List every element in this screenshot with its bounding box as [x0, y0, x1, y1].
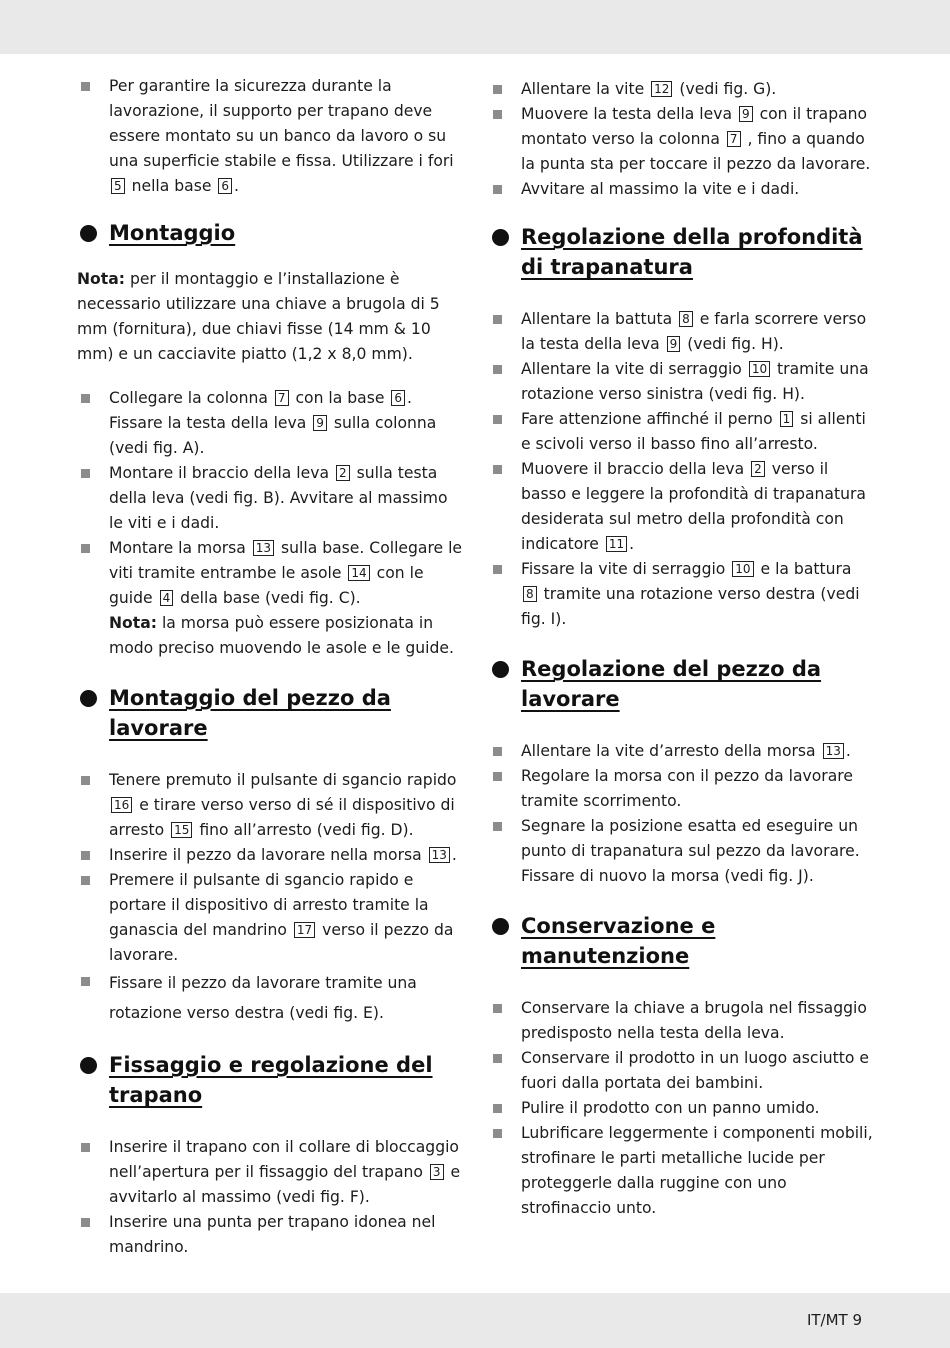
profondita-list [489, 307, 874, 632]
list-item: Allentare la vite 12 (vedi fig. G). [489, 77, 874, 102]
square-bullet-icon [81, 394, 90, 403]
square-bullet-icon [81, 977, 90, 986]
square-bullet-icon [81, 82, 90, 91]
square-bullet-icon [493, 85, 502, 94]
heading-text: manutenzione [521, 944, 690, 968]
square-bullet-icon [493, 1004, 502, 1013]
heading-text: trapano [109, 1083, 203, 1107]
ref-number-box: 17 [294, 922, 315, 938]
heading-text: Regolazione del pezzo da [521, 657, 822, 681]
note-text: la morsa può essere posizionata in modo preciso muovendo le asole e le guide. [109, 614, 454, 657]
list-item: Premere il pulsante di sgancio rapido e portare il dispositivo di arresto tramite la ganascia del mandrino 17 verso il pezzo da lavorare. [77, 868, 463, 968]
conservazione-list [489, 996, 874, 1221]
list-item: Conservare la chiave a brugola nel fissaggio predisposto nella testa della leva. [489, 996, 874, 1046]
square-bullet-icon [493, 565, 502, 574]
section-heading-fissaggio [77, 1050, 463, 1110]
ref-number-box: 9 [313, 415, 327, 431]
square-bullet-icon [493, 772, 502, 781]
section-heading-profondita [489, 222, 874, 282]
ref-number-box: 13 [253, 540, 274, 556]
list-item: Tenere premuto il pulsante di sgancio rapido 16 e tirare verso verso di sé il dispositivo di arresto 15 fino all’arresto (vedi fig. D). [77, 768, 463, 843]
footer-bar [0, 1293, 950, 1348]
ref-number-box: 13 [429, 847, 450, 863]
left-column [77, 74, 463, 1260]
ref-number-box: 6 [391, 390, 405, 406]
heading-text: Fissaggio e regolazione del [109, 1053, 433, 1077]
square-bullet-icon [493, 1129, 502, 1138]
list-item: Segnare la posizione esatta ed eseguire un punto di trapanatura sul pezzo da lavorare. Fissare di nuovo la morsa (vedi fig. J). [489, 814, 874, 889]
note-label: Nota: [77, 270, 125, 288]
bullet-dot-icon [80, 690, 97, 707]
square-bullet-icon [493, 415, 502, 424]
square-bullet-icon [81, 544, 90, 553]
ref-number-box: 13 [823, 743, 844, 759]
list-item: Montare il braccio della leva 2 sulla testa della leva (vedi fig. B). Avvitare al massimo le viti e i dadi. [77, 461, 463, 536]
heading-text: Regolazione della profondità [521, 225, 863, 249]
ref-number-box: 11 [606, 536, 627, 552]
heading-text: di trapanatura [521, 255, 693, 279]
top-bar [0, 0, 950, 54]
list-item: Allentare la vite di serraggio 10 tramite una rotazione verso sinistra (vedi fig. H). [489, 357, 874, 407]
note-label: Nota: [109, 614, 157, 632]
pezzo-list [77, 768, 463, 1028]
page-number: IT/MT 9 [806, 1311, 862, 1329]
ref-number-box: 7 [727, 131, 741, 147]
note-text: per il montaggio e l’installazione è necessario utilizzare una chiave a brugola di 5 mm (fornitura), due chiavi fisse (14 mm & 10 mm) e un cacciavite piatto (1,2 x 8,0 mm). [77, 270, 440, 363]
square-bullet-icon [493, 1054, 502, 1063]
ref-number-box: 2 [751, 461, 765, 477]
intro-list [77, 74, 463, 199]
ref-number-box: 2 [336, 465, 350, 481]
list-item: Inserire il trapano con il collare di bloccaggio nell’apertura per il fissaggio del trapano 3 e avvitarlo al massimo (vedi fig. F). [77, 1135, 463, 1210]
square-bullet-icon [81, 469, 90, 478]
note-paragraph [77, 267, 463, 367]
bullet-dot-icon [80, 225, 97, 242]
fissaggio-list [77, 1135, 463, 1260]
heading-text: Conservazione e [521, 914, 716, 938]
square-bullet-icon [493, 465, 502, 474]
heading-text: lavorare [109, 716, 208, 740]
list-item: Fissare la vite di serraggio 10 e la battura 8 tramite una rotazione verso destra (vedi fig. I). [489, 557, 874, 632]
ref-number-box: 14 [348, 565, 369, 581]
bullet-dot-icon [492, 229, 509, 246]
square-bullet-icon [81, 876, 90, 885]
ref-number-box: 16 [111, 797, 132, 813]
list-item: Pulire il prodotto con un panno umido. [489, 1096, 874, 1121]
right-column [489, 77, 874, 1221]
item-text: Montare la morsa 13 sulla base. Collegare le viti tramite entrambe le asole 14 con le guide 4 della base (vedi fig. C). [109, 539, 462, 607]
section-heading-montaggio [77, 218, 463, 248]
list-item: Fare attenzione affinché il perno 1 si allenti e scivoli verso il basso fino all’arresto. [489, 407, 874, 457]
ref-number-box: 8 [679, 311, 693, 327]
list-item: Lubrificare leggermente i componenti mobili, strofinare le parti metalliche lucide per proteggerle dalla ruggine con uno strofinaccio unto. [489, 1121, 874, 1221]
square-bullet-icon [81, 1218, 90, 1227]
ref-number-box: 3 [430, 1164, 444, 1180]
section-heading-regolazione-pezzo [489, 654, 874, 714]
heading-text: lavorare [521, 687, 620, 711]
square-bullet-icon [81, 1143, 90, 1152]
list-item: Muovere il braccio della leva 2 verso il basso e leggere la profondità di trapanatura desiderata sul metro della profondità con indicatore 11 . [489, 457, 874, 557]
square-bullet-icon [81, 776, 90, 785]
list-item: Fissare il pezzo da lavorare tramite una rotazione verso destra (vedi fig. E). [77, 968, 463, 1028]
heading-text: Montaggio [109, 221, 236, 245]
square-bullet-icon [81, 851, 90, 860]
list-item: Collegare la colonna 7 con la base 6 . Fissare la testa della leva 9 sulla colonna (vedi fig. A). [77, 386, 463, 461]
list-item: Allentare la battuta 8 e farla scorrere verso la testa della leva 9 (vedi fig. H). [489, 307, 874, 357]
square-bullet-icon [493, 822, 502, 831]
list-item: Conservare il prodotto in un luogo asciutto e fuori dalla portata dei bambini. [489, 1046, 874, 1096]
list-item: Muovere la testa della leva 9 con il trapano montato verso la colonna 7 , fino a quando la punta sta per toccare il pezzo da lavorare. [489, 102, 874, 177]
ref-number-box: 1 [780, 411, 794, 427]
ref-number-box: 9 [667, 336, 681, 352]
ref-number-box: 8 [523, 586, 537, 602]
list-item: Per garantire la sicurezza durante la lavorazione, il supporto per trapano deve essere montato su un banco da lavoro o su una superficie stabile e fissa. Utilizzare i fori 5 nella base 6 . [77, 74, 463, 199]
square-bullet-icon [493, 1104, 502, 1113]
list-item: Regolare la morsa con il pezzo da lavorare tramite scorrimento. [489, 764, 874, 814]
ref-number-box: 7 [275, 390, 289, 406]
ref-number-box: 5 [111, 178, 125, 194]
square-bullet-icon [493, 185, 502, 194]
heading-text: Montaggio del pezzo da [109, 686, 391, 710]
list-item: Avvitare al massimo la vite e i dadi. [489, 177, 874, 202]
montaggio-list [77, 386, 463, 661]
square-bullet-icon [493, 315, 502, 324]
ref-number-box: 10 [749, 361, 770, 377]
bullet-dot-icon [80, 1057, 97, 1074]
ref-number-box: 4 [160, 590, 174, 606]
square-bullet-icon [493, 747, 502, 756]
bullet-dot-icon [492, 918, 509, 935]
ref-number-box: 12 [651, 81, 672, 97]
list-item: Inserire una punta per trapano idonea nel mandrino. [77, 1210, 463, 1260]
list-item: Inserire il pezzo da lavorare nella morsa 13 . [77, 843, 463, 868]
ref-number-box: 6 [218, 178, 232, 194]
regolazione-pezzo-list [489, 739, 874, 889]
ref-number-box: 10 [732, 561, 753, 577]
bullet-dot-icon [492, 661, 509, 678]
section-heading-montaggio-pezzo [77, 683, 463, 743]
section-heading-conservazione [489, 911, 874, 971]
square-bullet-icon [493, 110, 502, 119]
list-item: Allentare la vite d’arresto della morsa 13 . [489, 739, 874, 764]
ref-number-box: 9 [739, 106, 753, 122]
square-bullet-icon [493, 365, 502, 374]
ref-number-box: 15 [171, 822, 192, 838]
top-list [489, 77, 874, 202]
list-item [77, 536, 463, 661]
